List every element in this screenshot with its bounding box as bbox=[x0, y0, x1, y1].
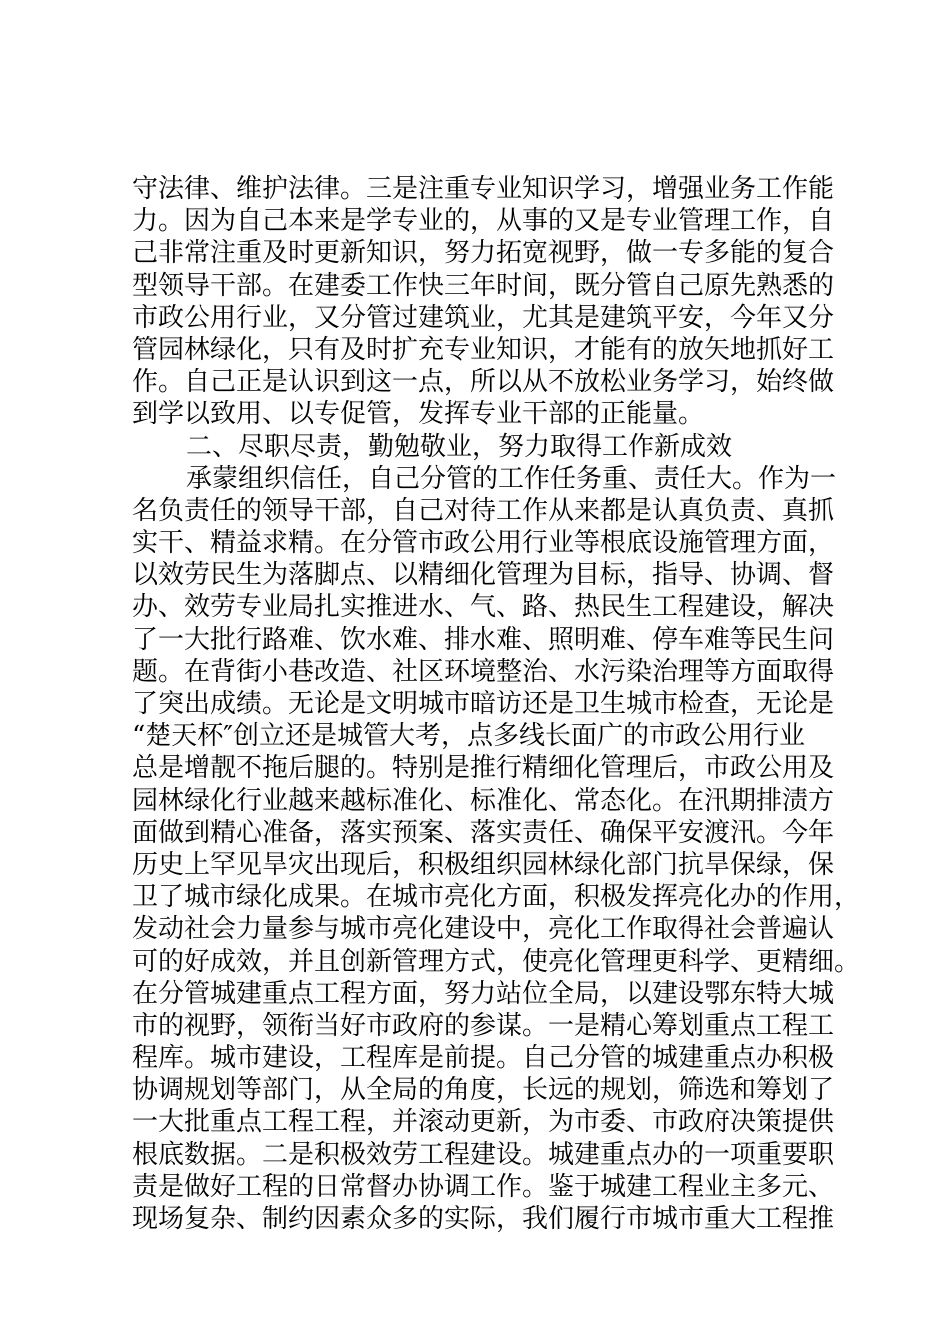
text-line: 作。自己正是认识到这一点，所以从不放松业务学习，始终做 bbox=[132, 367, 835, 398]
text-line: 历史上罕见旱灾出现后，积极组织园林绿化部门抗旱保绿，保 bbox=[132, 849, 835, 880]
text-line: 题。在背街小巷改造、社区环境整治、水污染治理等方面取得 bbox=[132, 656, 835, 687]
text-line: 承蒙组织信任，自己分管的工作任务重、责任大。作为一 bbox=[186, 463, 837, 494]
body-text bbox=[132, 173, 861, 1235]
text-line: 型领导干部。在建委工作快三年时间，既分管自己原先熟悉的 bbox=[132, 270, 835, 301]
section-heading: 二、尽职尽责，勤勉敬业，努力取得工作新成效 bbox=[186, 431, 733, 462]
text-line: 一大批重点工程工程，并滚动更新，为市委、市政府决策提供 bbox=[132, 1107, 835, 1138]
text-line: 守法律、维护法律。三是注重专业知识学习，增强业务工作能 bbox=[132, 174, 835, 204]
text-line: 程库。城市建设，工程库是前提。自己分管的城建重点办积极 bbox=[132, 1043, 835, 1074]
text-line: 市的视野，领衔当好市政府的参谋。一是精心筹划重点工程工 bbox=[132, 1010, 835, 1041]
text-line: 实干、精益求精。在分管市政公用行业等根底设施管理方面， bbox=[132, 528, 835, 559]
text-line: 了一大批行路难、饮水难、排水难、照明难、停车难等民生问 bbox=[132, 624, 835, 655]
text-line: 管园林绿化，只有及时扩充专业知识，才能有的放矢地抓好工 bbox=[132, 334, 835, 365]
text-line: 根底数据。二是积极效劳工程建设。城建重点办的一项重要职 bbox=[132, 1139, 835, 1170]
text-line: 卫了城市绿化成果。在城市亮化方面，积极发挥亮化办的作用， bbox=[132, 882, 861, 913]
text-line: 在分管城建重点工程方面，努力站位全局，以建设鄂东特大城 bbox=[132, 978, 835, 1009]
text-line: 面做到精心准备，落实预案、落实责任、确保平安渡汛。今年 bbox=[132, 817, 835, 848]
text-line: 市政公用行业，又分管过建筑业，尤其是建筑平安，今年又分 bbox=[132, 302, 835, 333]
text-line: 责是做好工程的日常督办协调工作。鉴于城建工程业主多元、 bbox=[132, 1171, 835, 1202]
text-line: 名负责任的领导干部，自己对待工作从来都是认真负责、真抓 bbox=[132, 495, 835, 526]
text-line: 园林绿化行业越来越标准化、标准化、常态化。在汛期排渍方 bbox=[132, 785, 835, 816]
text-line: 以效劳民生为落脚点、以精细化管理为目标，指导、协调、督 bbox=[132, 560, 835, 591]
text-line: 力。因为自己本来是学专业的，从事的又是专业管理工作，自 bbox=[132, 206, 835, 237]
text-line: 可的好成效，并且创新管理方式，使亮化管理更科学、更精细。 bbox=[132, 946, 861, 977]
text-line: 总是增靓不拖后腿的。特别是推行精细化管理后，市政公用及 bbox=[132, 753, 835, 784]
text-line: 了突出成绩。无论是文明城市暗访还是卫生城市检查，无论是 bbox=[132, 689, 835, 719]
text-line: “楚天杯″创立还是城管大考，点多线长面广的市政公用行业 bbox=[132, 721, 806, 752]
text-line: 到学以致用、以专促管，发挥专业干部的正能量。 bbox=[132, 399, 705, 430]
text-line: 办、效劳专业局扎实推进水、气、路、热民生工程建设，解决 bbox=[132, 592, 835, 623]
text-line: 现场复杂、制约因素众多的实际，我们履行市城市重大工程推 bbox=[132, 1204, 835, 1234]
text-line: 己非常注重及时更新知识，努力拓宽视野，做一专多能的复合 bbox=[132, 238, 835, 269]
text-line: 发动社会力量参与城市亮化建设中，亮化工作取得社会普遍认 bbox=[132, 914, 835, 945]
text-line: 协调规划等部门，从全局的角度，长远的规划，筛选和筹划了 bbox=[132, 1075, 835, 1106]
